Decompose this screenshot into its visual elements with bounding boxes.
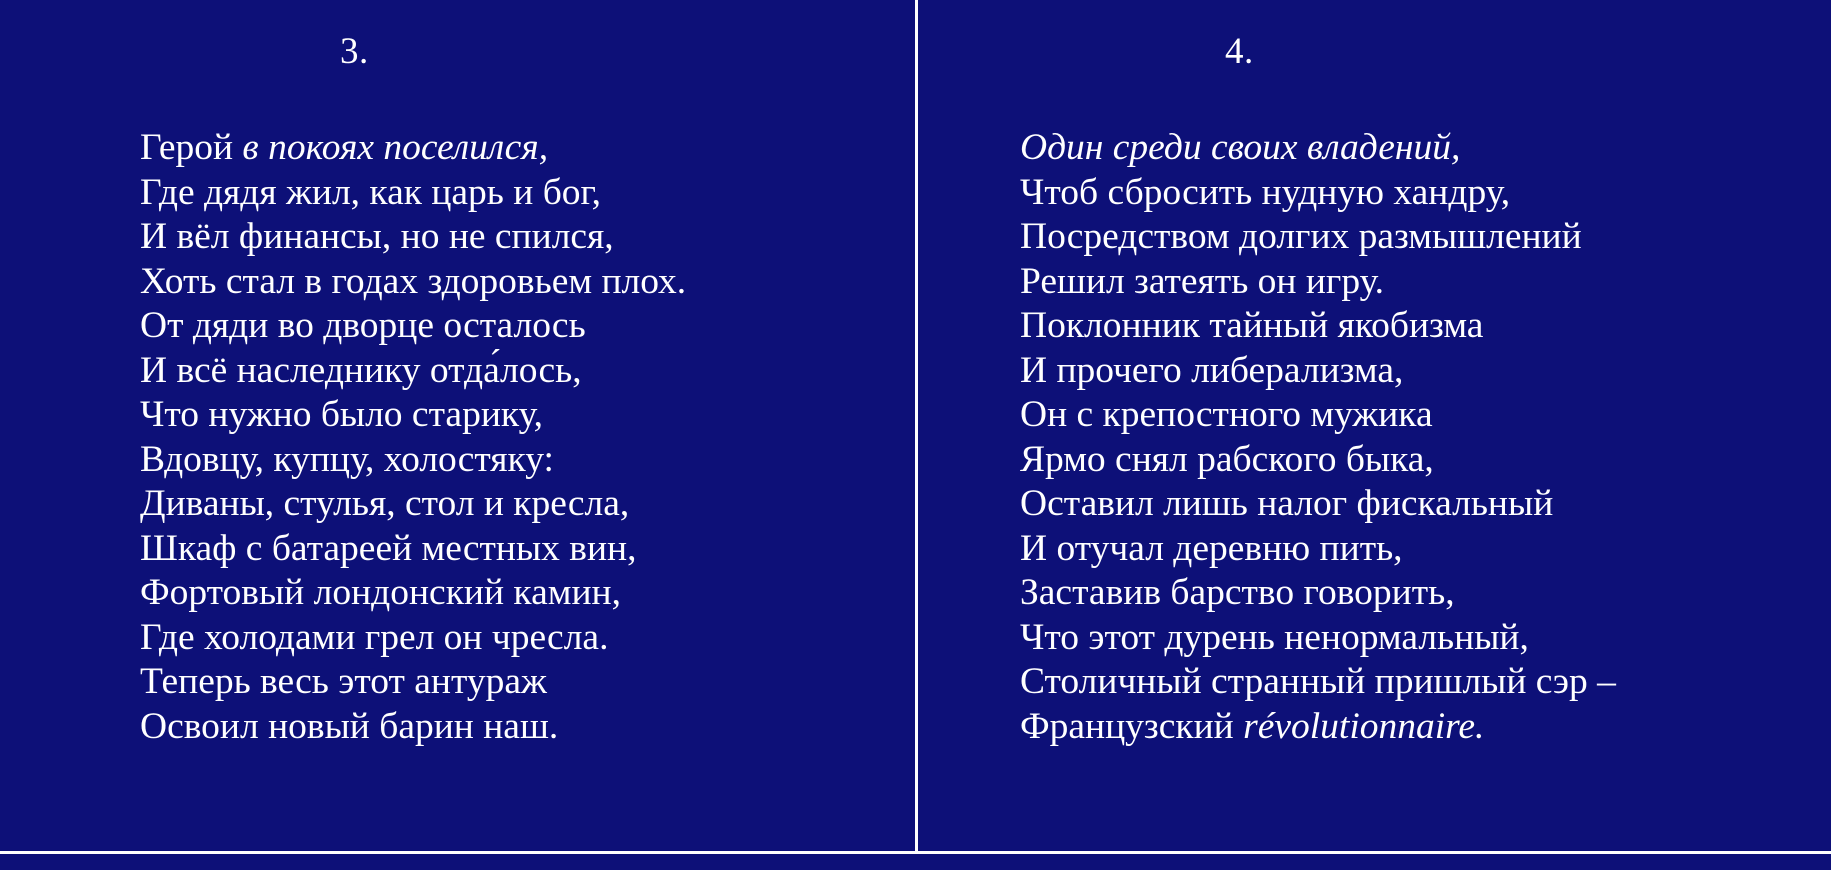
- verse-line: [1020, 393, 1830, 438]
- verse-text: И отучал деревню пить,: [1020, 527, 1403, 569]
- verse-line: [140, 126, 915, 171]
- verse-emphasis: révolutionnaire.: [1243, 705, 1485, 747]
- verse-text: Фортовый лондонский камин,: [140, 572, 621, 614]
- verse-text: Чтоб сбросить нудную хандру,: [1020, 171, 1511, 213]
- verse-text: Посредством долгих размышлений: [1020, 216, 1582, 258]
- verse-line: [1020, 260, 1830, 305]
- verse-emphasis: Один среди своих владений,: [1020, 127, 1461, 169]
- verse-line: [1020, 482, 1830, 527]
- verse-text: Освоил новый барин наш.: [140, 705, 559, 747]
- bottom-rule: [0, 851, 1831, 854]
- verse-line: [140, 438, 915, 483]
- verse-text: Столичный странный пришлый сэр –: [1020, 661, 1616, 703]
- verse-line: [1020, 705, 1830, 750]
- stanza-text-4: [1020, 126, 1830, 749]
- verse-text: Он с крепостного мужика: [1020, 394, 1433, 436]
- verse-text: Что нужно было старику,: [140, 394, 543, 436]
- verse-text: Вдовцу, купцу, холостяку:: [140, 438, 554, 480]
- stanza-column-left: [0, 0, 915, 870]
- verse-text: Где холодами грел он чресла.: [140, 616, 609, 658]
- verse-text: Где дядя жил, как царь и бог,: [140, 171, 602, 213]
- verse-text: Что этот дурень ненормальный,: [1020, 616, 1529, 658]
- verse-line: [140, 349, 915, 394]
- verse-line: [140, 705, 915, 750]
- verse-line: [140, 304, 915, 349]
- verse-line: [1020, 304, 1830, 349]
- verse-line: [1020, 616, 1830, 661]
- verse-line: [140, 171, 915, 216]
- verse-text: Ярмо снял рабского быка,: [1020, 438, 1434, 480]
- verse-line: [140, 393, 915, 438]
- verse-text: Поклонник тайный якобизма: [1020, 305, 1484, 347]
- verse-text: Заставив барство говорить,: [1020, 572, 1455, 614]
- verse-text: И прочего либерализма,: [1020, 349, 1404, 391]
- stanza-number-4: 4.: [1225, 31, 1254, 72]
- verse-line: [1020, 527, 1830, 572]
- verse-line: [1020, 171, 1830, 216]
- verse-line: [140, 660, 915, 705]
- stanza-column-right: [915, 0, 1830, 870]
- verse-line: [1020, 126, 1830, 171]
- verse-line: [140, 571, 915, 616]
- verse-line: [140, 527, 915, 572]
- verse-line: [140, 215, 915, 260]
- verse-line: [140, 260, 915, 305]
- verse-line: [1020, 660, 1830, 705]
- verse-text: Французский: [1020, 705, 1244, 747]
- verse-text: Диваны, стулья, стол и кресла,: [140, 483, 630, 525]
- verse-text: Решил затеять он игру.: [1020, 260, 1384, 302]
- stanza-text-3: [140, 126, 915, 749]
- verse-line: [1020, 571, 1830, 616]
- verse-text: И всё наследнику отда́лось,: [140, 349, 582, 391]
- verse-line: [1020, 349, 1830, 394]
- stanza-number-3: 3.: [340, 31, 369, 72]
- column-divider: [915, 0, 918, 854]
- verse-text: Хоть стал в годах здоровьем плох.: [140, 260, 687, 302]
- verse-line: [140, 482, 915, 527]
- verse-line: [140, 616, 915, 661]
- verse-line: [1020, 215, 1830, 260]
- verse-text: Герой: [140, 127, 243, 169]
- verse-line: [1020, 438, 1830, 483]
- verse-emphasis: в покоях поселился,: [242, 127, 549, 169]
- verse-text: И вёл финансы, но не спился,: [140, 216, 614, 258]
- verse-text: Оставил лишь налог фискальный: [1020, 483, 1554, 525]
- verse-text: От дяди во дворце осталось: [140, 305, 586, 347]
- verse-text: Теперь весь этот антураж: [140, 661, 547, 703]
- verse-text: Шкаф с батареей местных вин,: [140, 527, 637, 569]
